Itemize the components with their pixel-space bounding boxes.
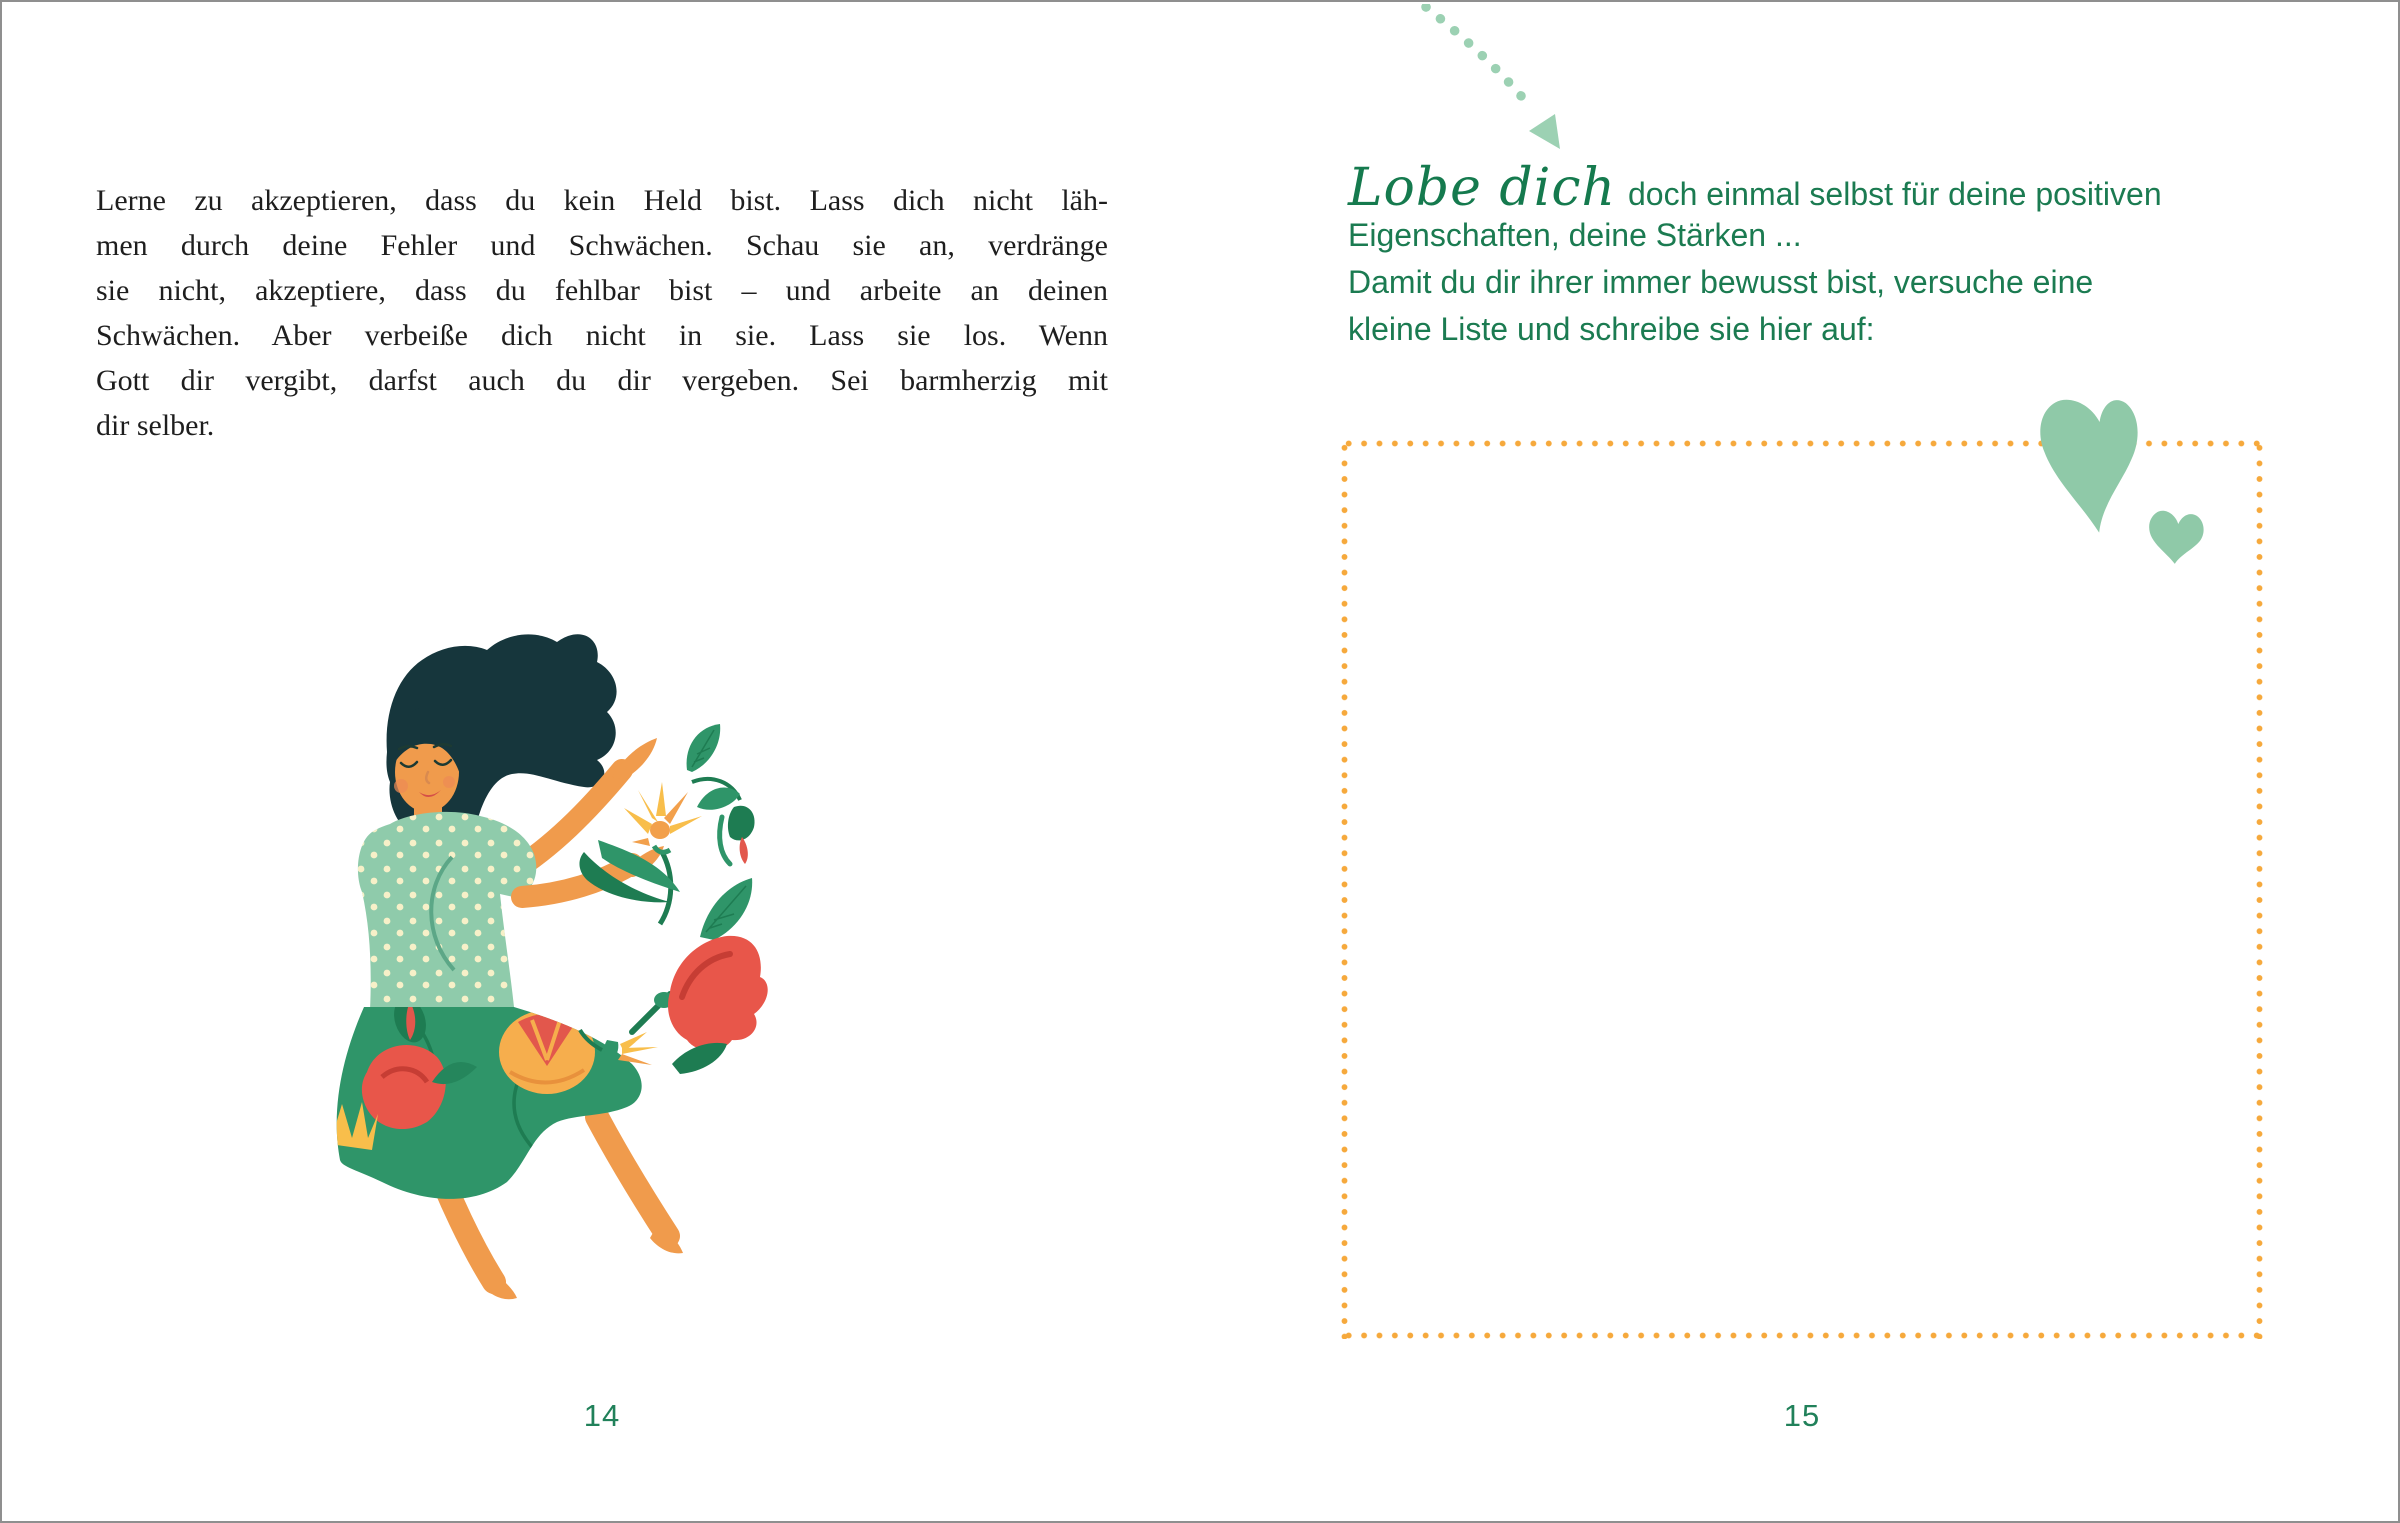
blouse <box>358 812 536 1010</box>
intro-line: kleine Liste und schreibe sie hier auf: <box>1348 311 1875 347</box>
paragraph-line: men durch deine Fehler und Schwächen. Schau sie an, verdränge <box>96 229 1108 262</box>
red-poppy <box>632 936 768 1051</box>
small-heart-icon <box>2146 510 2205 567</box>
writing-box-border-left <box>1341 440 1348 1339</box>
page-number-right: 15 <box>1783 1398 1821 1433</box>
left-body-paragraph <box>96 178 1108 448</box>
paragraph-line: Lerne zu akzeptieren, dass du kein Held bist. Lass dich nicht läh- <box>96 184 1108 217</box>
heading-script: Lobe dich <box>1348 158 1616 218</box>
intro-line: Eigenschaften, deine Stärken ... <box>1348 217 1802 253</box>
paragraph-line: Gott dir vergibt, darfst auch du dir vergeben. Sei barmherzig mit <box>96 364 1108 397</box>
blush <box>394 779 408 793</box>
writing-box-border-right <box>2256 440 2263 1339</box>
right-intro-text <box>1348 158 2188 353</box>
paragraph-line: sie nicht, akzeptiere, dass du fehlbar bist – und arbeite an deinen <box>96 274 1108 307</box>
paragraph-line: dir selber. <box>96 409 215 442</box>
blush <box>443 776 455 788</box>
hearts-decoration <box>2032 384 2222 579</box>
heading-line <box>1348 158 2188 218</box>
paragraph-line: Schwächen. Aber verbeiße dich nicht in sie. Lass sie los. Wenn <box>96 319 1108 352</box>
yellow-daisy <box>624 782 702 924</box>
intro-line: Damit du dir ihrer immer bewusst bist, versuche eine <box>1348 264 2094 300</box>
woman-with-flowers-illustration <box>302 602 782 1312</box>
writing-box-border-bottom <box>1341 1332 2263 1339</box>
heading-rest: doch einmal selbst für deine positiven <box>1627 176 2162 212</box>
raised-hand <box>612 738 657 779</box>
dotted-arrow-icon <box>1402 4 1572 159</box>
big-heart-icon <box>2037 393 2148 538</box>
page-number-left: 14 <box>583 1398 621 1433</box>
